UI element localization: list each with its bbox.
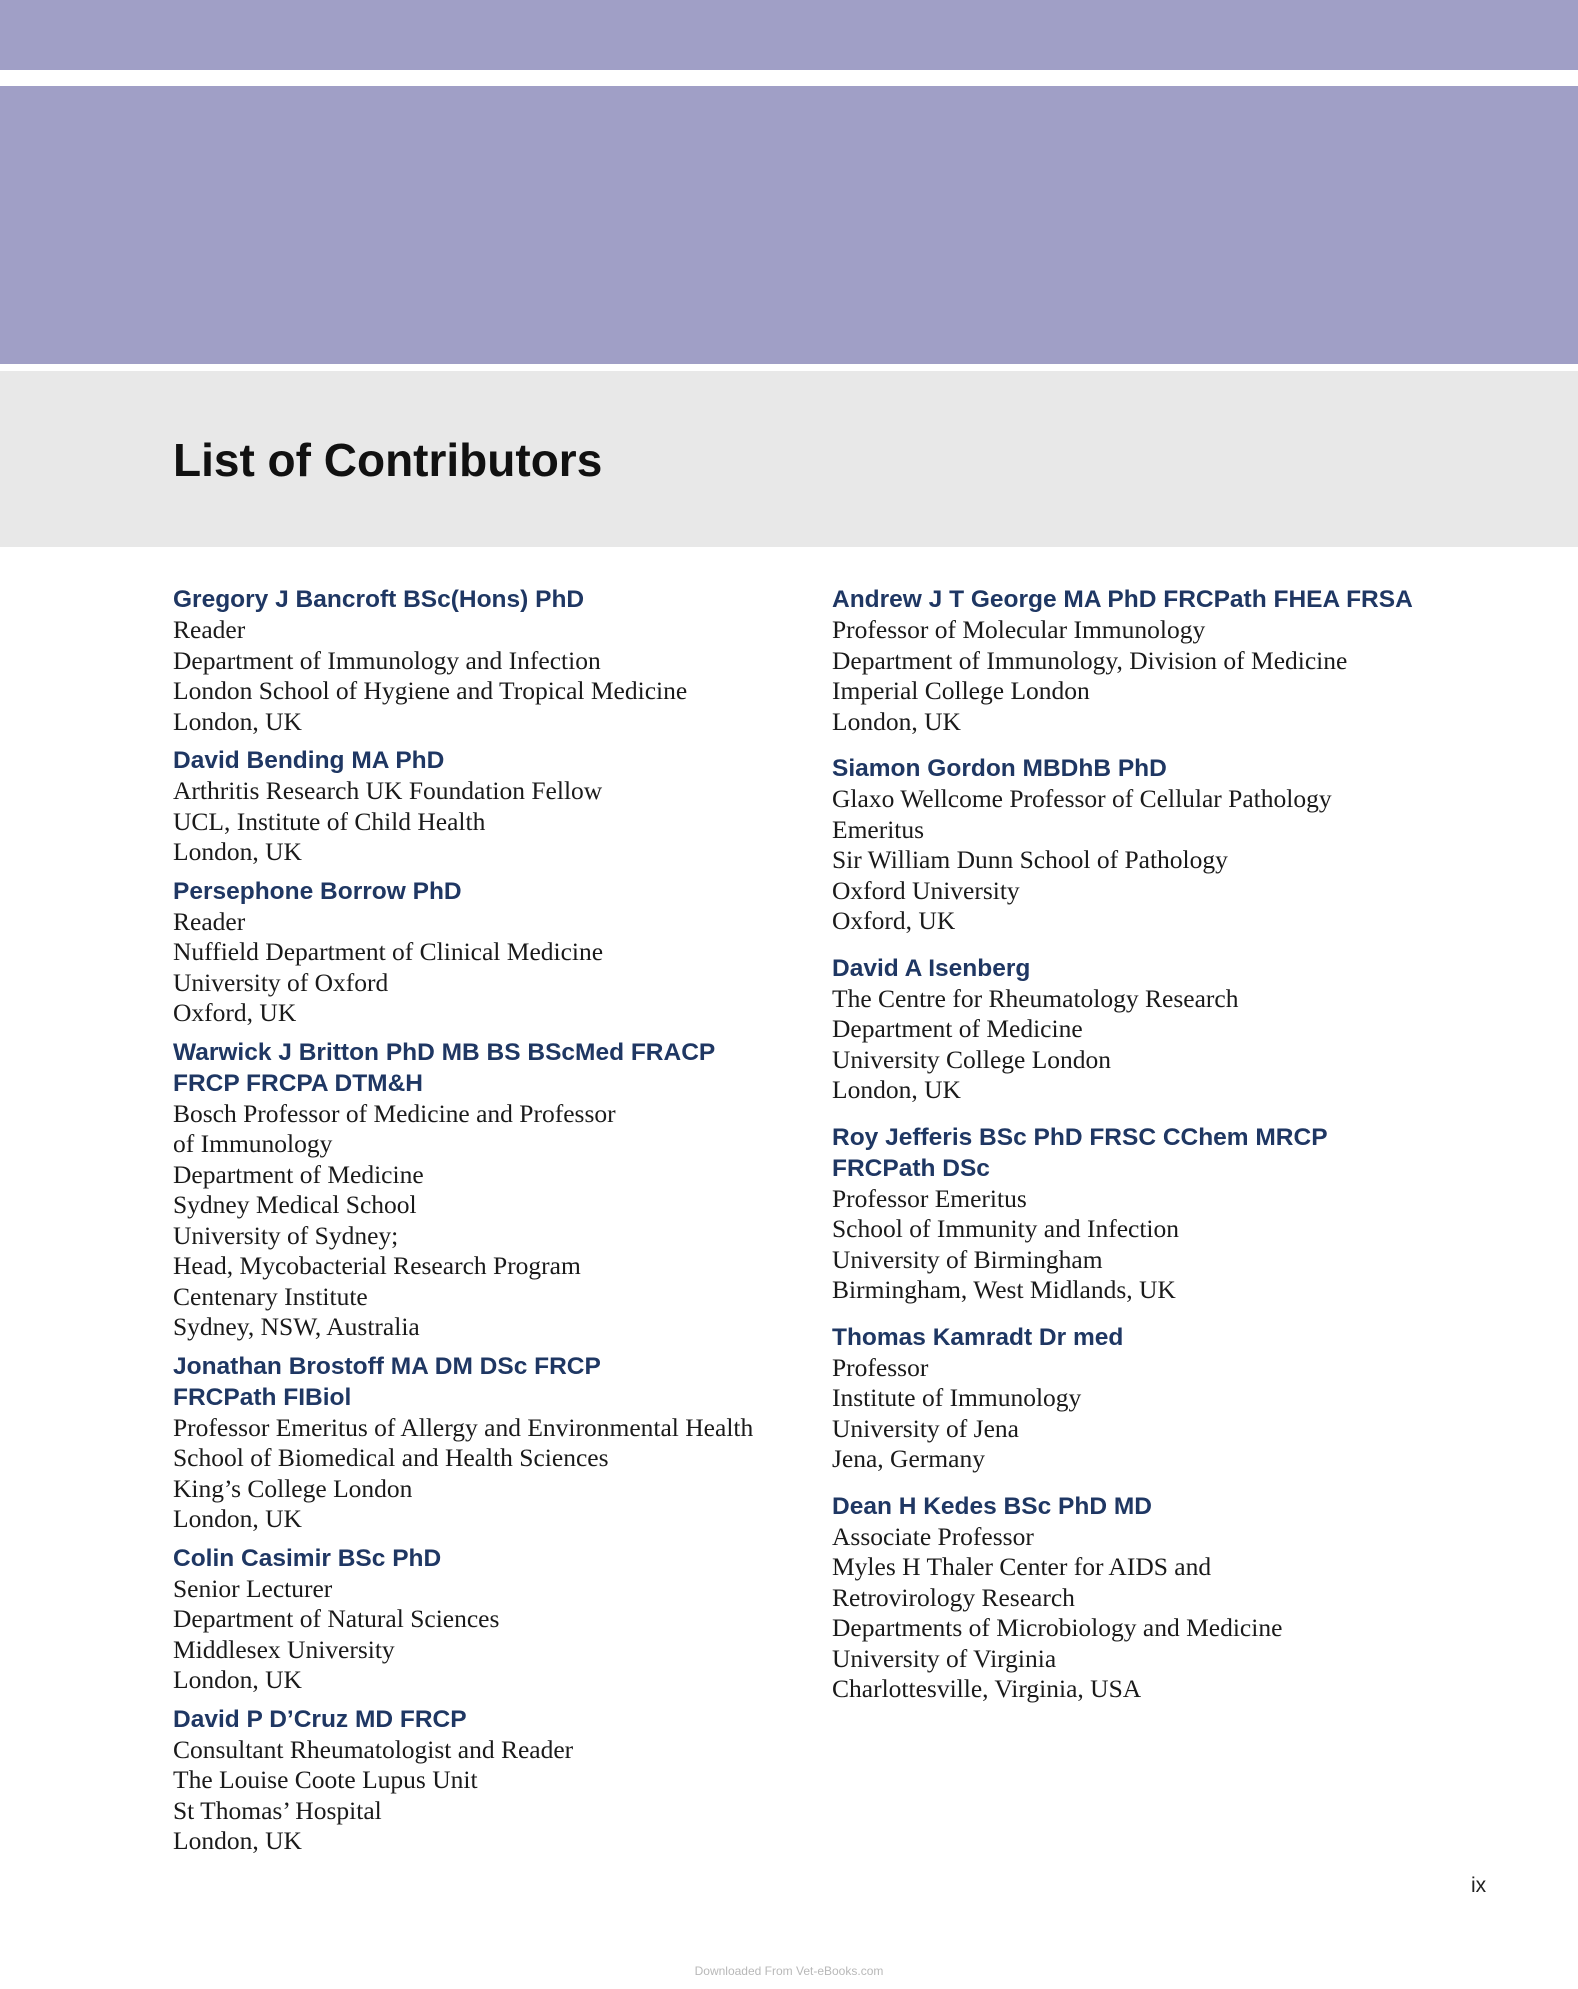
contributor-affiliation: Jena, Germany bbox=[832, 1444, 985, 1473]
contributor-affiliation: Departments of Microbiology and Medicine bbox=[832, 1613, 1283, 1642]
contributor-affiliation: Imperial College London bbox=[832, 676, 1090, 705]
contributor-entry bbox=[173, 1037, 793, 1343]
contributor-affiliation: Retrovirology Research bbox=[832, 1582, 1075, 1612]
contributor-affiliation: Department of Immunology and Infection bbox=[173, 645, 601, 675]
contributor-affiliation: University of Sydney; bbox=[173, 1220, 399, 1250]
contributor-affiliation: Nuffield Department of Clinical Medicine bbox=[173, 937, 604, 966]
contributor-name: Siamon Gordon MBDhB PhD bbox=[832, 755, 1167, 782]
contributor-affiliation: Department of Medicine bbox=[173, 1159, 424, 1189]
contributor-entry bbox=[832, 1122, 1512, 1306]
contributor-entry bbox=[173, 1704, 793, 1857]
contributor-affiliation: Head, Mycobacterial Research Program bbox=[173, 1251, 581, 1280]
contributor-affiliation: Professor Emeritus of Allergy and Environmental Health bbox=[173, 1412, 754, 1442]
contributor-affiliation: London, UK bbox=[173, 1504, 302, 1533]
contributor-affiliation: Birmingham, West Midlands, UK bbox=[832, 1275, 1176, 1304]
contributor-name: Jonathan Brostoff MA DM DSc FRCP bbox=[173, 1352, 601, 1380]
contributor-affiliation: School of Immunity and Infection bbox=[832, 1214, 1180, 1243]
contributor-affiliation: University of Jena bbox=[832, 1413, 1019, 1443]
contributor-name: David A Isenberg bbox=[832, 954, 1031, 982]
contributor-affiliation: Professor of Molecular Immunology bbox=[832, 615, 1206, 644]
contributor-entry bbox=[832, 584, 1512, 737]
footer-download-note: Downloaded From Vet-eBooks.com bbox=[694, 1964, 884, 1978]
contributor-entry bbox=[832, 1322, 1512, 1475]
contributor-entry bbox=[173, 1351, 793, 1535]
contributor-affiliation: Sydney, NSW, Australia bbox=[173, 1312, 420, 1341]
contributor-affiliation: London School of Hygiene and Tropical Medicine bbox=[173, 676, 688, 705]
contributor-affiliation: London, UK bbox=[832, 1075, 961, 1104]
contributor-affiliation: Reader bbox=[173, 906, 246, 936]
contributor-affiliation: Oxford University bbox=[832, 875, 1020, 905]
contributor-affiliation: Associate Professor bbox=[832, 1521, 1034, 1551]
contributor-affiliation: University of Oxford bbox=[173, 967, 389, 997]
contributor-affiliation: Professor bbox=[832, 1352, 929, 1382]
contributor-entry bbox=[832, 953, 1512, 1106]
contributor-affiliation: Myles H Thaler Center for AIDS and bbox=[832, 1552, 1212, 1581]
contributor-entry bbox=[173, 876, 793, 1029]
contributor-affiliation: Department of Natural Sciences bbox=[173, 1604, 500, 1633]
contributor-name: David Bending MA PhD bbox=[173, 747, 445, 774]
contributor-affiliation: London, UK bbox=[173, 1665, 302, 1694]
page-title: List of Contributors bbox=[173, 434, 603, 486]
contributor-affiliation: Reader bbox=[173, 615, 246, 644]
contributor-entry bbox=[832, 753, 1512, 937]
contributor-affiliation: University of Birmingham bbox=[832, 1244, 1103, 1274]
contributor-affiliation: Department of Immunology, Division of Medicine bbox=[832, 645, 1348, 675]
contributor-entry bbox=[173, 1543, 793, 1696]
contributor-affiliation: UCL, Institute of Child Health bbox=[173, 806, 486, 836]
contributor-affiliation: St Thomas’ Hospital bbox=[173, 1795, 382, 1825]
header-band-main bbox=[0, 86, 1578, 364]
contributor-affiliation: The Louise Coote Lupus Unit bbox=[173, 1765, 478, 1794]
contributor-name: Roy Jefferis BSc PhD FRSC CChem MRCP bbox=[832, 1123, 1328, 1151]
contributor-name: Andrew J T George MA PhD FRCPath FHEA FRSA bbox=[832, 586, 1413, 613]
contributor-affiliation: London, UK bbox=[832, 706, 961, 736]
contributor-entry bbox=[173, 745, 793, 868]
contributor-affiliation: University College London bbox=[832, 1044, 1112, 1074]
contributor-name: Warwick J Britton PhD MB BS BScMed FRACP bbox=[173, 1038, 716, 1066]
contributor-affiliation: Professor Emeritus bbox=[832, 1183, 1027, 1213]
contributor-affiliation: Consultant Rheumatologist and Reader bbox=[173, 1734, 574, 1764]
contributors-column-right bbox=[832, 584, 1512, 1721]
contributor-entry bbox=[832, 1491, 1512, 1705]
contributor-affiliation: Institute of Immunology bbox=[832, 1383, 1082, 1412]
contributor-name: Gregory J Bancroft BSc(Hons) PhD bbox=[173, 586, 585, 613]
contributor-affiliation: Bosch Professor of Medicine and Professor bbox=[173, 1098, 616, 1128]
contributor-affiliation: Senior Lecturer bbox=[173, 1573, 333, 1603]
contributor-affiliation: King’s College London bbox=[173, 1473, 413, 1503]
contributor-name: FRCPath FIBiol bbox=[173, 1383, 352, 1411]
contributor-affiliation: University of Virginia bbox=[832, 1643, 1057, 1673]
contributor-affiliation: Department of Medicine bbox=[832, 1014, 1083, 1043]
contributor-affiliation: Oxford, UK bbox=[173, 998, 297, 1027]
contributor-affiliation: Oxford, UK bbox=[832, 906, 956, 935]
header-band-top bbox=[0, 0, 1578, 70]
contributor-entry bbox=[173, 584, 793, 737]
contributor-affiliation: Glaxo Wellcome Professor of Cellular Pathology bbox=[832, 784, 1332, 813]
contributor-name: Colin Casimir BSc PhD bbox=[173, 1544, 442, 1572]
contributor-name: Thomas Kamradt Dr med bbox=[832, 1323, 1124, 1351]
contributor-affiliation: London, UK bbox=[173, 706, 302, 736]
page-number: ix bbox=[1471, 1874, 1487, 1897]
contributor-name: FRCP FRCPA DTM&H bbox=[173, 1069, 423, 1097]
contributor-affiliation: of Immunology bbox=[173, 1129, 333, 1158]
contributor-name: FRCPath DSc bbox=[832, 1154, 990, 1182]
contributor-affiliation: London, UK bbox=[173, 1826, 302, 1855]
contributor-affiliation: Sydney Medical School bbox=[173, 1190, 417, 1219]
contributor-affiliation: The Centre for Rheumatology Research bbox=[832, 983, 1239, 1013]
contributor-affiliation: Sir William Dunn School of Pathology bbox=[832, 845, 1228, 874]
contributor-affiliation: Charlottesville, Virginia, USA bbox=[832, 1674, 1142, 1703]
contributor-affiliation: Emeritus bbox=[832, 814, 925, 844]
contributor-affiliation: School of Biomedical and Health Sciences bbox=[173, 1443, 609, 1472]
contributor-affiliation: Middlesex University bbox=[173, 1634, 395, 1664]
contributor-affiliation: Centenary Institute bbox=[173, 1281, 368, 1311]
contributor-name: Persephone Borrow PhD bbox=[173, 877, 462, 905]
contributor-name: Dean H Kedes BSc PhD MD bbox=[832, 1492, 1152, 1520]
contributor-affiliation: London, UK bbox=[173, 837, 302, 866]
contributor-affiliation: Arthritis Research UK Foundation Fellow bbox=[173, 776, 603, 805]
contributors-column-left bbox=[173, 584, 793, 1865]
contributor-name: David P D’Cruz MD FRCP bbox=[173, 1705, 467, 1733]
